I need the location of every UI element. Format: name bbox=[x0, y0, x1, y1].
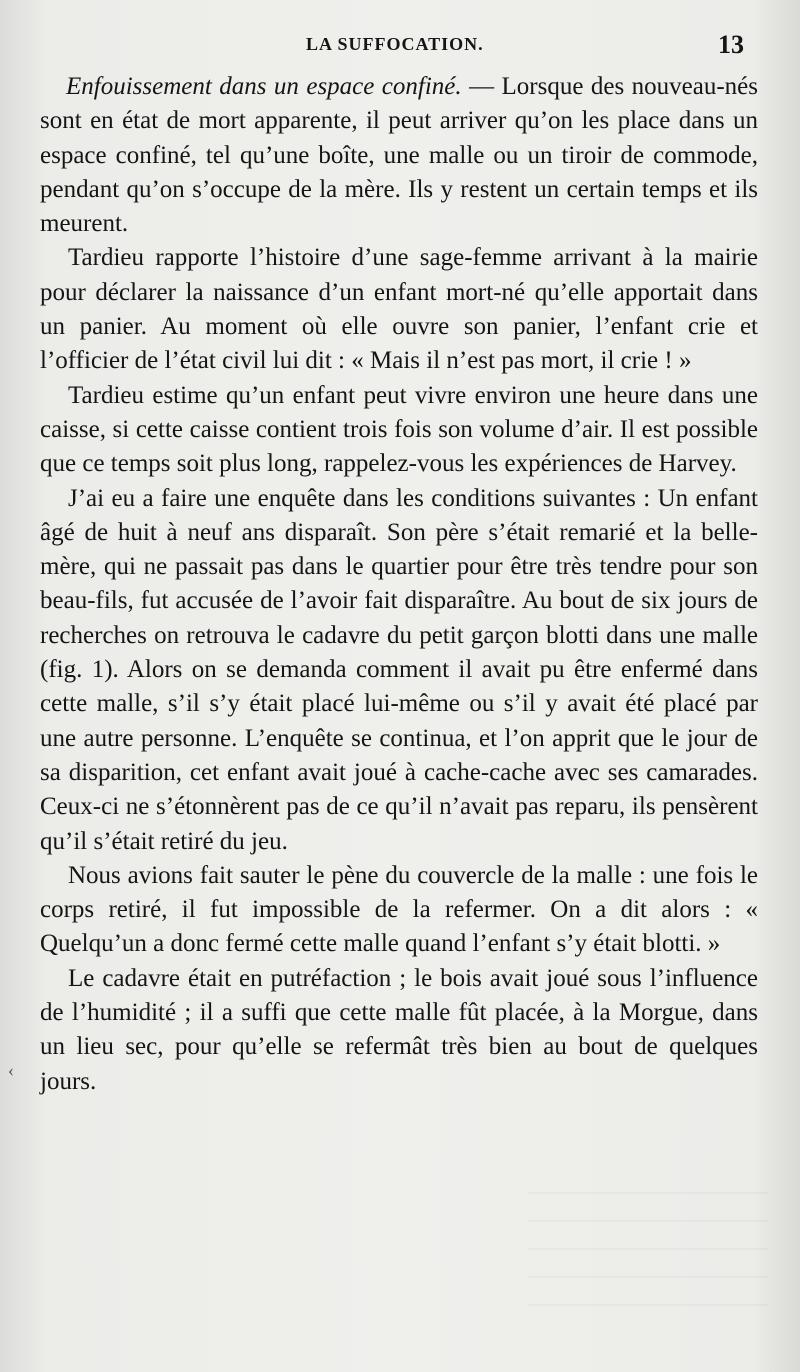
paragraph: Le cadavre était en putréfaction ; le bois avait joué sous l’influence de l’humidité ; il a suffi que cette malle fût placée, à la Morgue, dans un lieu sec, pour qu’elle se refermât très bien au bout de quelques jours. bbox=[40, 964, 758, 1095]
paragraph: Nous avions fait sauter le pène du couvercle de la malle : une fois le corps retiré, il fut impossible de la refermer. On a dit alors : « Quelqu’un a donc fermé cette malle quand l’enfant s’y était blotti. » bbox=[40, 861, 758, 958]
running-head: LA SUFFOCATION. bbox=[306, 34, 484, 54]
page-header bbox=[0, 30, 800, 66]
paragraph bbox=[40, 70, 758, 241]
show-through-texture bbox=[528, 1178, 768, 1328]
paragraph: J’ai eu a faire une enquête dans les conditions suivantes : Un enfant âgé de huit à neuf ans disparaît. Son père s’était remarié et la belle-mère, qui ne passait pas dans le quartier pour être très tendre pour son beau-fils, fut accusée de l’avoir fait disparaître. Au bout de six jours de recherches on retrouva le cadavre du petit garçon blotti dans une malle (fig. 1). Alors on se demanda comment il avait pu être enfermé dans cette malle, s’il s’y était placé lui-même ou s’il y avait été placé par une autre personne. L’enquête se continua, et l’on apprit que le jour de sa disparition, cet enfant avait joué à cache-cache avec ses camarades. Ceux-ci ne s’étonnèrent pas de ce qu’il n’avait pas reparu, ils pensèrent qu’il s’était retiré du jeu. bbox=[40, 484, 758, 855]
page-number: 13 bbox=[718, 30, 744, 59]
paragraph: Tardieu rapporte l’histoire d’une sage-femme arrivant à la mairie pour déclarer la naissance d’un enfant mort-né qu’elle apportait dans un panier. Au moment où elle ouvre son panier, l’enfant crie et l’officier de l’état civil lui dit : « Mais il n’est pas mort, il crie ! » bbox=[40, 244, 758, 375]
page-body bbox=[40, 70, 758, 1099]
paragraph-text: — Lorsque des nouveau-nés sont en état de mort apparente, il peut arriver qu’on les place dans un espace confiné, tel qu’une boîte, une malle ou un tiroir de commode, pendant qu’on s’occupe de la mère. Ils y restent un certain temps et ils meurent. bbox=[40, 73, 758, 238]
margin-mark: ‹ bbox=[8, 1060, 14, 1080]
paragraph-title: Enfouissement dans un espace confiné. bbox=[66, 73, 462, 100]
paragraph: Tardieu estime qu’un enfant peut vivre environ une heure dans une caisse, si cette caisse contient trois fois son volume d’air. Il est possible que ce temps soit plus long, rappelez-vous les expériences de Harvey. bbox=[40, 381, 758, 478]
